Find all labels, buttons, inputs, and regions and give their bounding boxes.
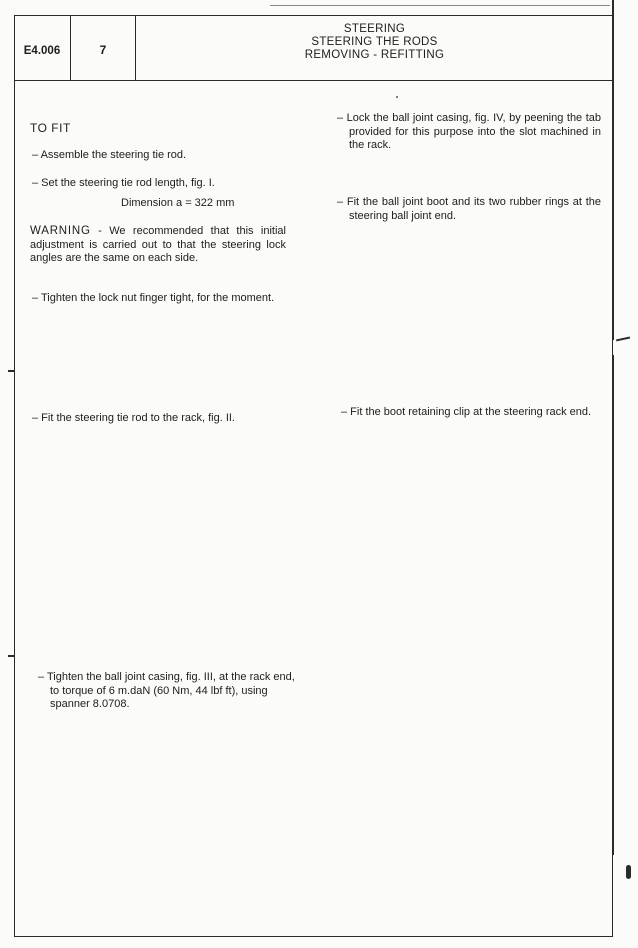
right-step-lock-casing: – Lock the ball joint casing, fig. IV, by peening the tab provided for this purpose into the slot machined in the rack. [337, 112, 601, 151]
edge-tick-left-1 [8, 370, 15, 372]
top-scan-line [270, 5, 610, 6]
edge-line-right-1 [612, 0, 614, 340]
page-number: 7 [71, 15, 136, 80]
edge-tick-left-2 [8, 655, 15, 657]
right-step-retaining-clip: – Fit the boot retaining clip at the steering rack end. [341, 406, 592, 418]
section-code: E4.006 [14, 15, 71, 80]
title-line-1: STEERING [343, 23, 406, 35]
edge-curl-mark [616, 337, 630, 341]
edge-line-right-2 [612, 355, 614, 855]
to-fit-heading: TO FIT [30, 121, 71, 135]
title-line-2: STEERING THE RODS [311, 36, 438, 48]
left-step-assemble: – Assemble the steering tie rod. [32, 149, 187, 161]
left-step-fit-to-rack: – Fit the steering tie rod to the rack, fig. II. [32, 412, 235, 424]
warning-text: - We recommended that this initial adjustment is carried out to that the steering lock angles are the same on each side. [30, 225, 286, 264]
edge-blot-mark [626, 865, 631, 879]
speck [396, 96, 398, 98]
warning-label: WARNING [30, 225, 91, 237]
left-step-set-length: – Set the steering tie rod length, fig. I. [32, 177, 215, 189]
header-table [14, 15, 613, 81]
header-title [136, 15, 613, 80]
left-step-lock-nut: – Tighten the lock nut finger tight, for the moment. [32, 292, 275, 304]
dimension-value: Dimension a = 322 mm [121, 197, 235, 209]
title-line-3: REMOVING - REFITTING [304, 49, 445, 61]
left-step-tighten-casing: – Tighten the ball joint casing, fig. III, at the rack end, to torque of 6 m.daN (60 Nm, 44 lbf ft), using spanner 8.0708. [38, 671, 295, 710]
warning-paragraph [30, 225, 286, 266]
right-step-fit-boot: – Fit the ball joint boot and its two rubber rings at the steering ball joint end. [337, 196, 601, 222]
